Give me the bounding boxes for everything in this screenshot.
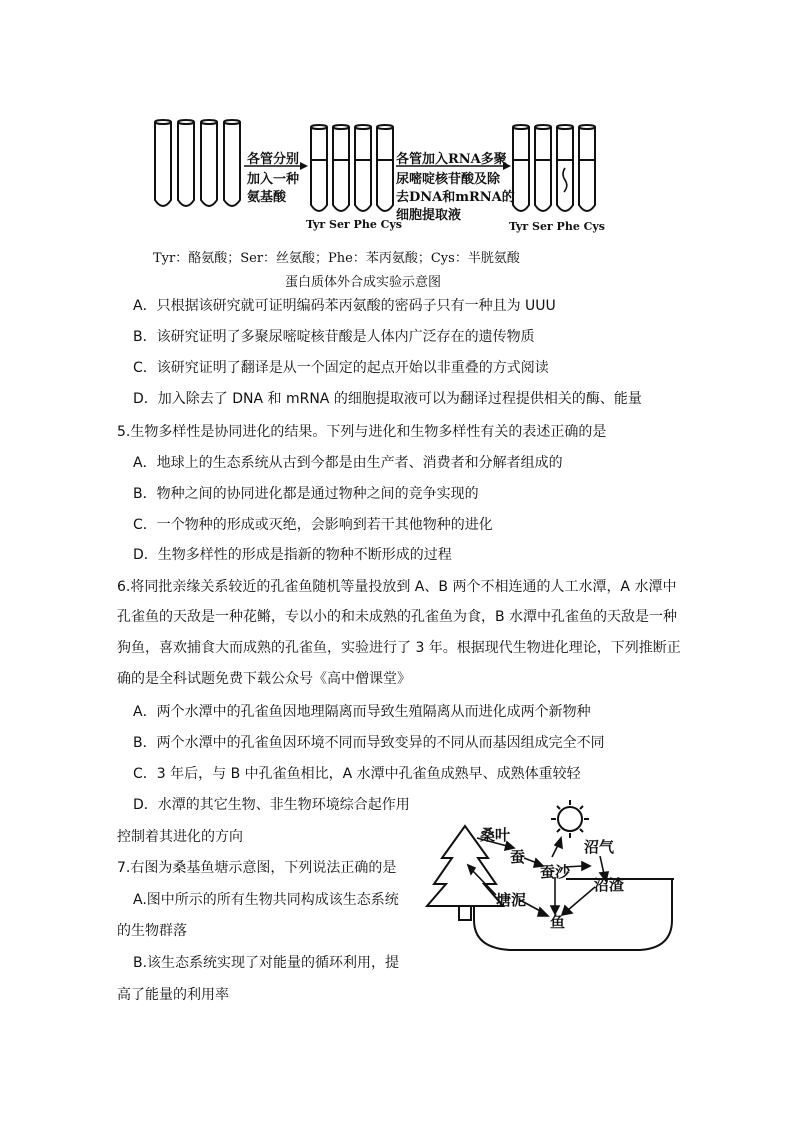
- tube-labels-right: Tyr Ser Phe Cys: [509, 220, 605, 233]
- step1-line-1: 各管分别: [247, 152, 300, 167]
- label-pond-mud: 塘泥: [496, 891, 527, 909]
- q6-option-a: A．两个水潭中的孔雀鱼因地理隔离而导致生殖隔离从而进化成两个新物种: [133, 704, 591, 720]
- q5-stem: 5.生物多样性是协同进化的结果。下列与进化和生物多样性有关的表述正确的是: [117, 424, 607, 440]
- q5-option-a: A．地球上的生态系统从古到今都是由生产者、消费者和分解者组成的: [133, 455, 563, 471]
- q4-option-c: C．该研究证明了翻译是从一个固定的起点开始以非重叠的方式阅读: [133, 360, 549, 376]
- step1-line-3: 氨基酸: [247, 190, 287, 205]
- label-silkworm: 蚕: [510, 848, 526, 866]
- sun-icon: [551, 800, 589, 838]
- q4-option-a: A．只根据该研究就可证明编码苯丙氨酸的密码子只有一种且为 UUU: [133, 298, 556, 314]
- q5-option-d: D．生物多样性的形成是指新的物种不断形成的过程: [133, 547, 452, 563]
- q6-stem-line-4: 确的是全科试题免费下载公众号《高中僧课堂》: [117, 671, 411, 687]
- q7-option-a-line-2: 的生物群落: [117, 923, 187, 939]
- q6-option-d: D．水潭的其它生物、非生物环境综合起作用: [133, 797, 410, 813]
- label-silkworm-excrement: 蚕沙: [540, 863, 571, 881]
- q7-option-b-line-1: B.该生态系统实现了对能量的循环利用，提: [133, 955, 400, 971]
- q7-option-a-line-1: A.图中所示的所有生物共同构成该生态系统: [133, 892, 399, 908]
- q7-stem: 7.右图为桑基鱼塘示意图，下列说法正确的是: [117, 860, 397, 876]
- q5-option-b: B．物种之间的协同进化都是通过物种之间的竞争实现的: [133, 486, 479, 502]
- q6-stem-line-2: 孔雀鱼的天敌是一种花鳉，专以小的和未成熟的孔雀鱼为食，B 水潭中孔雀鱼的天敌是一种: [117, 609, 678, 625]
- label-mulberry-leaf: 桑叶: [480, 826, 511, 844]
- label-biogas-residue: 沼渣: [594, 876, 625, 894]
- q4-option-d: D．加入除去了 DNA 和 mRNA 的细胞提取液可以为翻译过程提供相关的酶、能量: [133, 391, 642, 407]
- step2-line-1: 各管加入RNA多聚: [396, 152, 507, 167]
- amino-acid-legend: Tyr：酪氨酸；Ser：丝氨酸；Phe：苯丙氨酸；Cys：半胱氨酸: [153, 251, 520, 266]
- step2-line-4: 细胞提取液: [396, 208, 462, 223]
- q6-stem-line-1: 6.将同批亲缘关系较近的孔雀鱼随机等量投放到 A、B 两个不相连通的人工水潭，A 水潭中: [117, 579, 677, 595]
- q4-option-b: B．该研究证明了多聚尿嘧啶核苷酸是人体内广泛存在的遗传物质: [133, 329, 535, 345]
- q6-stem-line-3: 狗鱼，喜欢捕食大而成熟的孔雀鱼，实验进行了 3 年。根据现代生物进化理论，下列推断正: [117, 640, 681, 656]
- q5-option-c: C．一个物种的形成或灭绝，会影响到若干其他物种的进化: [133, 517, 493, 533]
- label-biogas: 沼气: [584, 838, 615, 856]
- q6-option-d-continued: 控制着其进化的方向: [117, 829, 243, 845]
- tube-labels-middle: Tyr Ser Phe Cys: [306, 218, 402, 231]
- step2-line-3: 去DNA和mRNA的: [396, 190, 515, 205]
- label-fish: 鱼: [550, 913, 566, 931]
- q6-option-b: B．两个水潭中的孔雀鱼因环境不同而导致变异的不同从而基因组成完全不同: [133, 735, 605, 751]
- q7-option-b-line-2: 高了能量的利用率: [117, 987, 229, 1003]
- step2-line-2: 尿嘧啶核苷酸及除: [396, 172, 501, 187]
- figure-caption: 蛋白质体外合成实验示意图: [285, 275, 442, 290]
- q6-option-c: C．3 年后，与 B 中孔雀鱼相比，A 水潭中孔雀鱼成熟早、成熟体重较轻: [133, 766, 581, 782]
- step1-line-2: 加入一种: [247, 172, 300, 187]
